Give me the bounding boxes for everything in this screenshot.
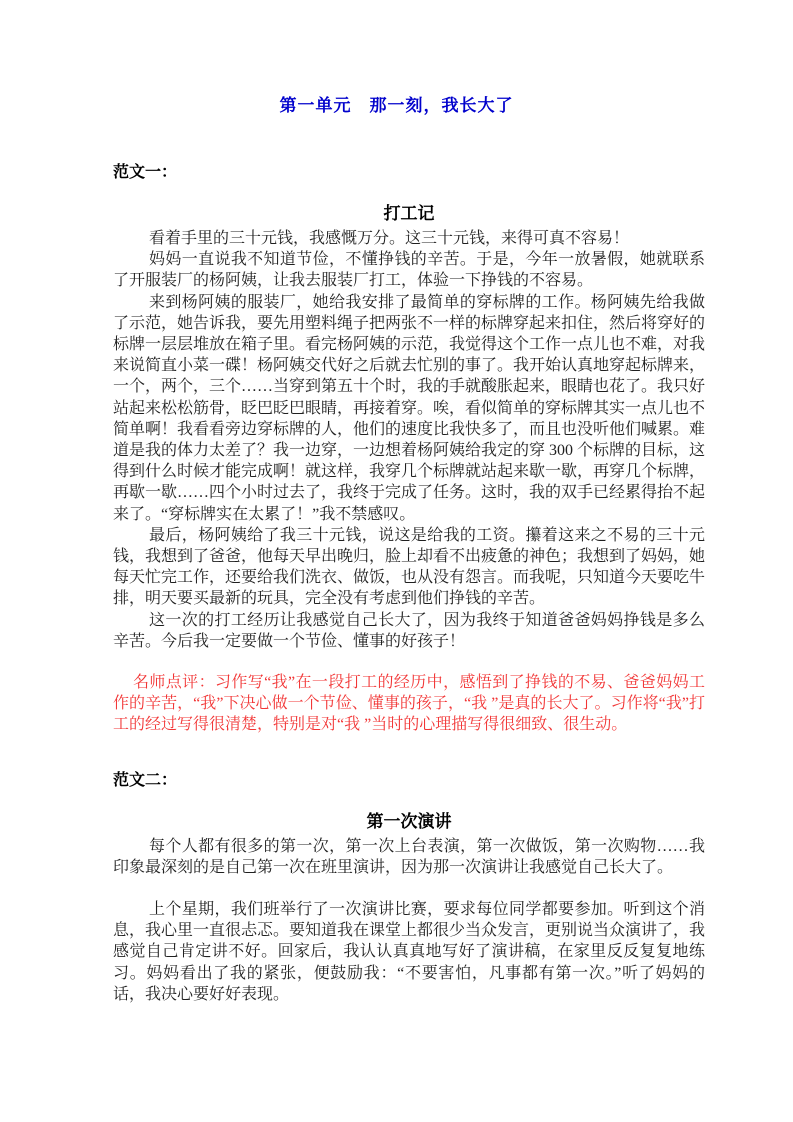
essay1-paragraph-4: 最后，杨阿姨给了我三十元钱，说这是给我的工资。攥着这来之不易的三十元钱，我想到了爸爸，他每天早出晚归，脸上却看不出疲惫的神色；我想到了妈妈，她每天忙完工作，还要给我们洗衣、做饭，也从没有怨言。而我呢，只知道今天要吃牛排，明天要买最新的玩具，完全没有考虑到他们挣钱的辛苦。: [113, 526, 706, 608]
essay2-title: 第一次演讲: [366, 811, 452, 831]
page-content: [113, 162, 705, 1005]
essay1-paragraph-2: 妈妈一直说我不知道节俭，不懂挣钱的辛苦。于是，今年一放暑假，她就联系了开服装厂的杨阿姨，让我去服装厂打工，体验一下挣钱的不容易。: [113, 251, 705, 290]
essay1-paragraph-1: 看着手里的三十元钱，我感慨万分。这三十元钱，来得可真不容易！: [149, 230, 630, 247]
essay2-paragraph-2: 上个星期，我们班举行了一次演讲比赛，要求每位同学都要参加。听到这个消息，我心里一直很忐忑。要知道我在课堂上都很少当众发言，更别说当众演讲了，我感觉自己肯定讲不好。回家后，我认认真真地写好了演讲稿，在家里反反复复地练习。妈妈看出了我的紧张，便鼓励我：“不要害怕，凡事都有第一次。”听了妈妈的话，我决心要好好表现。: [113, 901, 706, 1003]
essay1-title: 打工记: [383, 204, 435, 223]
essay1-paragraph-3: 来到杨阿姨的服装厂，她给我安排了最简单的穿标牌的工作。杨阿姨先给我做了示范，她告诉我，要先用塑料绳子把两张不一样的标牌穿起来扣住，然后将穿好的标牌一层层堆放在箱子里。看完杨阿姨的示范，我觉得这个工作一点儿也不难，对我来说简直小菜一碟！杨阿姨交代好之后就去忙别的事了。我开始认真地穿起标牌来，一个，两个，三个……当穿到第五十个时，我的手就酸胀起来，眼睛也花了。我只好站起来松松筋骨，眨巴眨巴眼睛，再接着穿。唉，看似简单的穿标牌其实一点儿也不简单啊！我看看旁边穿标牌的人，他们的速度比我快多了，而且也没听他们喊累。难道是我的体力太差了？我一边穿，一边想着杨阿姨给我定的穿 300 个标牌的目标，这得到什么时候才能完成啊！就这样，我穿几个标牌就站起来歇一歇，再穿几个标牌，再歇一歇……四个小时过去了，我终于完成了任务。这时，我的双手已经累得抬不起来了。“穿标牌实在太累了！”我不禁感叹。: [113, 293, 706, 523]
essay1-teacher-comment: 名师点评：习作写“我”在一段打工的经历中，感悟到了挣钱的不易、爸爸妈妈工作的辛苦，“我”下决心做一个节俭、懂事的孩子，“我 ”是真的长大了。习作将“我”打工的经过写得很清楚，特别是对“我 ”当时的心理描写得很细致、很生动。: [113, 674, 705, 734]
essay2-paragraph-1: 每个人都有很多的第一次，第一次上台表演，第一次做饭，第一次购物……我印象最深刻的是自己第一次在班里演讲，因为那一次演讲让我感觉自己长大了。: [113, 837, 705, 876]
essay2-label: 范文二：: [113, 771, 178, 789]
essay1-paragraph-5: 这一次的打工经历让我感觉自己长大了，因为我终于知道爸爸妈妈挣钱是多么辛苦。今后我一定要做一个节俭、懂事的好孩子！: [113, 611, 705, 650]
essay1-label: 范文一：: [113, 164, 178, 181]
unit-title: 第一单元 那一刻，我长大了: [279, 96, 514, 115]
